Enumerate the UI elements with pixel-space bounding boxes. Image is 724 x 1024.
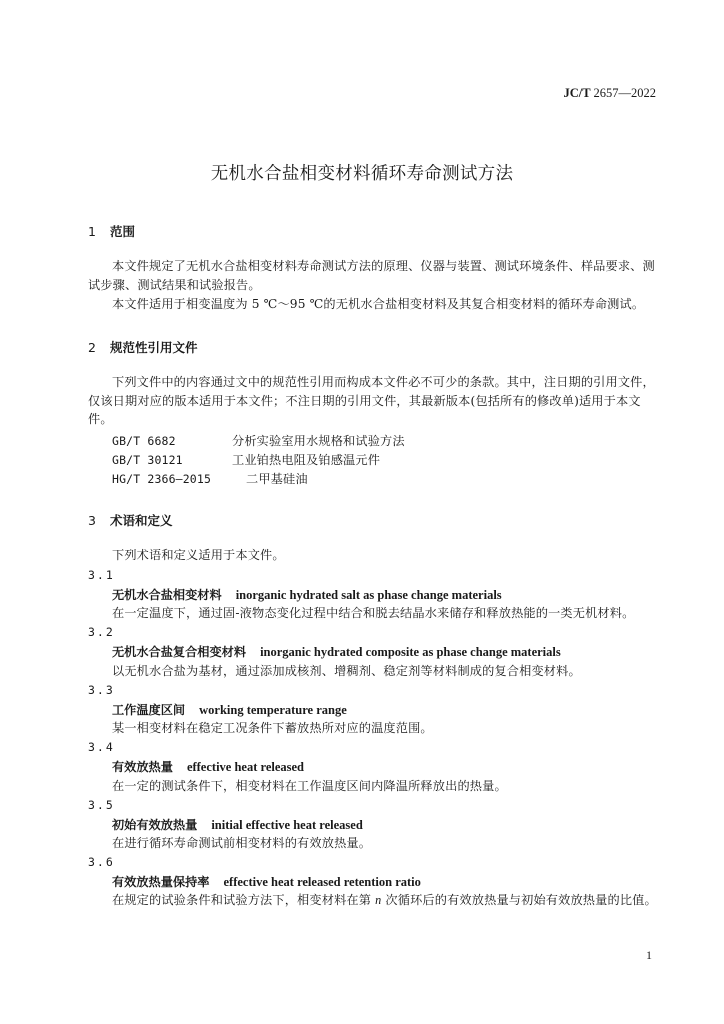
clause-number: 3.1 (88, 568, 115, 582)
clause-number: 3.2 (88, 625, 115, 639)
term-heading: 有效放热量保持率 effective heat released retention ratio (112, 875, 421, 889)
section-2-heading: 2 规范性引用文件 (88, 340, 198, 355)
clause-number: 3.4 (88, 740, 115, 754)
clause-number: 3.5 (88, 798, 115, 812)
section-1-heading: 1 范围 (88, 224, 136, 239)
term-definition: 以无机水合盐为基材，通过添加成核剂、增稠剂、稳定剂等材料制成的复合相变材料。 (112, 664, 581, 678)
clause-number: 3.3 (88, 683, 115, 697)
term-definition: 在一定温度下，通过固-液物态变化过程中结合和脱去结晶水来储存和释放热能的一类无机材料。 (112, 606, 635, 620)
standard-number: JC/T 2657—2022 (563, 86, 656, 100)
section-1-paragraph-2: 本文件适用于相变温度为 5 ℃～95 ℃的无机水合盐相变材料及其复合相变材料的循环寿命测试。 (112, 297, 645, 311)
term-heading: 工作温度区间 working temperature range (112, 703, 347, 717)
section-3-heading: 3 术语和定义 (88, 513, 173, 528)
term-definition: 在进行循环寿命测试前相变材料的有效放热量。 (112, 836, 372, 850)
section-3-intro: 下列术语和定义适用于本文件。 (112, 548, 285, 562)
term-heading: 有效放热量 effective heat released (112, 760, 305, 774)
normative-reference: HG/T 2366—2015 二甲基硅油 (112, 472, 308, 486)
term-heading: 初始有效放热量 initial effective heat released (112, 818, 363, 832)
term-definition: 某一相变材料在稳定工况条件下蓄放热所对应的温度范围。 (112, 721, 433, 735)
clause-number: 3.6 (88, 855, 115, 869)
normative-reference: GB/T 30121 工业铂热电阻及铂感温元件 (112, 453, 381, 467)
section-2-paragraph-1: 下列文件中的内容通过文中的规范性引用而构成本文件必不可少的条款。其中，注日期的引用文件，仅该日期对应的版本适用于本文件；不注日期的引用文件，其最新版本(包括所有的修改单)适用于本文件。 (88, 375, 655, 426)
term-definition: 在一定的测试条件下，相变材料在工作温度区间内降温所释放出的热量。 (112, 779, 507, 793)
term-heading: 无机水合盐相变材料 inorganic hydrated salt as phase change materials (112, 588, 502, 602)
page-number: 1 (646, 948, 652, 962)
document-title: 无机水合盐相变材料循环寿命测试方法 (210, 164, 514, 184)
term-heading: 无机水合盐复合相变材料 inorganic hydrated composite as phase change materials (112, 645, 561, 659)
normative-reference: GB/T 6682 分析实验室用水规格和试验方法 (112, 434, 405, 448)
term-definition: 在规定的试验条件和试验方法下，相变材料在第 n 次循环后的有效放热量与初始有效放热量的比值。 (112, 893, 657, 907)
section-1-paragraph-1: 本文件规定了无机水合盐相变材料寿命测试方法的原理、仪器与装置、测试环境条件、样品要求、测试步骤、测试结果和试验报告。 (88, 259, 655, 292)
